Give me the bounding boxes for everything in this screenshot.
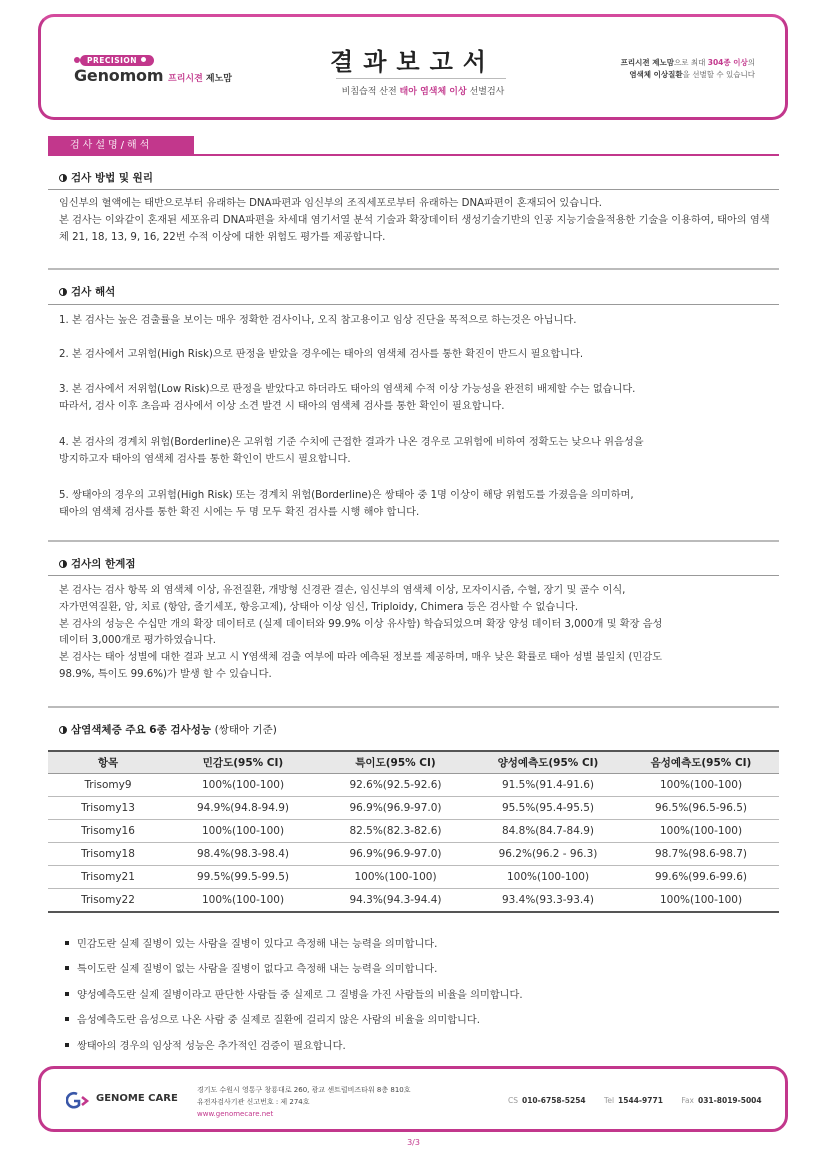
table-cell: Trisomy21: [48, 866, 168, 889]
table-cell: Trisomy9: [48, 774, 168, 797]
promo-text-c: 을 선별할 수 있습니다: [682, 70, 755, 79]
table-cell: Trisomy18: [48, 843, 168, 866]
license-line: 유전자검사기관 신고번호 : 제 274호: [197, 1098, 310, 1106]
badge-end-dot: [141, 57, 146, 62]
page-number: 3/3: [407, 1138, 420, 1147]
interpretation-heading-rule: [48, 304, 779, 305]
brand-sub: 제노맘: [205, 74, 233, 84]
table-header-row: [48, 751, 779, 774]
table-row: [48, 820, 779, 843]
table-cell: 93.4%(93.3-93.4): [473, 889, 623, 913]
address-line: 경기도 수원시 영통구 창룡대로 260, 광교 센트럴비즈타워 8층 810호: [197, 1086, 411, 1094]
note-item: [65, 1011, 480, 1026]
table-cell: 100%(100-100): [623, 774, 779, 797]
cs-label: CS: [508, 1096, 518, 1105]
precision-badge: [80, 55, 154, 66]
method-heading-text: 검사 방법 및 원리: [71, 172, 153, 184]
promo-brand: 프리시젼 제노맘: [620, 58, 674, 67]
section-separator: [48, 540, 779, 542]
note-item: [65, 986, 523, 1001]
section-rule: [48, 154, 779, 156]
interpretation-item-3: 3. 본 검사에서 저위험(Low Risk)으로 판정을 받았다고 하더라도 태아의 염색체 수적 이상 가능성을 완전히 배제할 수는 없습니다. 따라서, 검사 이후 초음파 검사에서 이상 소견 발견 시 태아의 염색체 검사를 통한 확인이 필요합니다.: [59, 384, 636, 412]
brand-sub-pink: 프리시젼: [168, 74, 203, 84]
company-name: GENOME CARE: [96, 1093, 178, 1104]
note-text: 쌍태아의 경우의 임상적 성능은 추가적인 검증이 필요합니다.: [77, 1041, 346, 1052]
tel-label: Tel: [604, 1096, 615, 1105]
note-text: 음성예측도란 음성으로 나온 사람 중 실제로 질환에 걸리지 않은 사람의 비율을 의미합니다.: [77, 1015, 480, 1026]
genome-care-logo-icon: [66, 1091, 94, 1115]
tel-number: 1544-9771: [618, 1096, 663, 1105]
table-cell: 96.2%(96.2 - 96.3): [473, 843, 623, 866]
table-row: [48, 774, 779, 797]
interpretation-heading-text: 검사 해석: [71, 286, 116, 298]
half-circle-icon: [59, 174, 67, 182]
column-header: 항목: [48, 751, 168, 774]
interpretation-item-5: 5. 쌍태아의 경우의 고위험(High Risk) 또는 경계치 위험(Borderline)은 쌍태아 중 1명 이상이 해당 위험도를 가졌음을 의미하며, 태아의 염색체 검사를 통한 확진 시에는 두 명 모두 확진 검사를 시행 해야 합니다.: [59, 490, 634, 518]
subtitle-highlight: 태아 염색체 이상: [399, 87, 467, 97]
brand-subtitle: [168, 71, 232, 84]
interpretation-item-1: 1. 본 검사는 높은 검출률을 보이는 매우 정확한 검사이나, 오직 참고용이고 임상 진단을 목적으로 하는것은 아닙니다.: [59, 315, 577, 326]
limits-heading: [59, 556, 136, 571]
half-circle-icon: [59, 560, 67, 568]
table-row: [48, 797, 779, 820]
column-header: 민감도(95% CI): [168, 751, 318, 774]
note-text: 민감도란 실제 질병이 있는 사람을 질병이 있다고 측정해 내는 능력을 의미합니다.: [77, 939, 438, 950]
limits-text: 본 검사는 검사 항목 외 염색체 이상, 유전질환, 개방형 신경관 결손, 임신부의 염색체 이상, 모자이시즘, 수혈, 장기 및 골수 이식, 자가면역질환, 암, 치료 (항암, 줄기세포, 항응고제), 상태아 이상 임신, Triploidy, Chimera 등은 검사할 수 없습니다. 본 검사의 성능은 수십만 개의 확장 데이터로 (실제 데이터와 99.9% 이상 유사함) 학습되었으며 확장 양성 데이터 3,000개 및 확장 음성 데이터 3,000개로 평가하였습니다. 본 검사는 태아 성별에 대한 결과 보고 시 Y염색체 검출 여부에 따라 예측된 정보를 제공하며, 매우 낮은 확률로 태아 성별 불일치 (민감도 98.9%, 특이도 99.6%)가 발생 할 수 있습니다.: [59, 585, 663, 680]
note-text: 특이도란 실제 질병이 없는 사람을 질병이 없다고 측정해 내는 능력을 의미합니다.: [77, 964, 438, 975]
column-header: 양성예측도(95% CI): [473, 751, 623, 774]
performance-heading: [59, 722, 277, 737]
limits-heading-rule: [48, 575, 779, 576]
table-cell: 100%(100-100): [168, 774, 318, 797]
table-cell: 100%(100-100): [168, 820, 318, 843]
square-bullet-icon: [65, 1043, 69, 1047]
table-cell: 96.5%(96.5-96.5): [623, 797, 779, 820]
column-header: 음성예측도(95% CI): [623, 751, 779, 774]
column-header: 특이도(95% CI): [318, 751, 473, 774]
table-row: [48, 866, 779, 889]
page-subtitle: [313, 84, 533, 97]
table-cell: Trisomy13: [48, 797, 168, 820]
limits-heading-text: 검사의 한계점: [71, 558, 136, 570]
note-item: [65, 1037, 346, 1052]
method-heading: [59, 170, 153, 185]
title-divider: [336, 78, 506, 79]
promo-text-b: 의: [747, 58, 755, 67]
table-cell: 96.9%(96.9-97.0): [318, 797, 473, 820]
website-link[interactable]: www.genomecare.net: [197, 1110, 274, 1118]
page-title: 결과보고서: [330, 48, 496, 76]
table-cell: 84.8%(84.7-84.9): [473, 820, 623, 843]
table-cell: 91.5%(91.4-91.6): [473, 774, 623, 797]
table-cell: 100%(100-100): [473, 866, 623, 889]
section-separator: [48, 268, 779, 270]
promo-line-2: [565, 69, 755, 81]
square-bullet-icon: [65, 941, 69, 945]
promo-count: 304종 이상: [707, 58, 748, 67]
section-separator: [48, 706, 779, 708]
section-tab: 검사설명/해석: [48, 136, 194, 155]
table-cell: 82.5%(82.3-82.6): [318, 820, 473, 843]
interpretation-heading: [59, 284, 115, 299]
table-cell: 100%(100-100): [623, 820, 779, 843]
performance-table: [48, 750, 779, 913]
subtitle-pre: 비침습적 산전: [341, 87, 397, 97]
table-cell: Trisomy22: [48, 889, 168, 913]
table-cell: 94.3%(94.3-94.4): [318, 889, 473, 913]
fax-number: 031-8019-5004: [697, 1096, 762, 1105]
method-text: 임신부의 혈액에는 태반으로부터 유래하는 DNA파편과 임신부의 조직세포로부터 유래하는 DNA파편이 혼재되어 있습니다. 본 검사는 이와같이 혼재된 세포유리 DNA파편을 차세대 염기서열 분석 기술과 확장데이터 생성기술기반의 인공 지능기술을적용한 기술을 이용하여, 태아의 염색체 21, 18, 13, 9, 16, 22번 수적 이상에 대한 위험도 평가를 제공합니다.: [59, 198, 770, 243]
square-bullet-icon: [65, 966, 69, 970]
promo-text: [565, 57, 755, 81]
performance-heading-note: (쌍태아 기준): [214, 724, 277, 736]
company-address: [197, 1084, 411, 1120]
square-bullet-icon: [65, 1017, 69, 1021]
method-heading-rule: [48, 189, 779, 190]
table-cell: 94.9%(94.8-94.9): [168, 797, 318, 820]
fax-label: Fax: [681, 1096, 694, 1105]
table-cell: 96.9%(96.9-97.0): [318, 843, 473, 866]
table-cell: 99.6%(99.6-99.6): [623, 866, 779, 889]
brand-logo: Genomom: [74, 66, 164, 85]
promo-line-1: [565, 57, 755, 69]
table-cell: 92.6%(92.5-92.6): [318, 774, 473, 797]
performance-heading-text: 삼염색체증 주요 6종 검사성능: [71, 724, 211, 736]
interpretation-item-4: 4. 본 검사의 경계치 위험(Borderline)은 고위험 기준 수치에 근접한 결과가 나온 경우로 고위험에 비하여 정확도는 낮으나 위음성을 방지하고자 태아의 염색체 검사를 통한 확인이 반드시 필요합니다.: [59, 437, 644, 465]
table-cell: 100%(100-100): [318, 866, 473, 889]
promo-disease: 염색체 이상질환: [629, 70, 683, 79]
subtitle-post: 선별검사: [469, 87, 505, 97]
half-circle-icon: [59, 288, 67, 296]
table-row: [48, 843, 779, 866]
table-cell: 95.5%(95.4-95.5): [473, 797, 623, 820]
table-cell: 98.4%(98.3-98.4): [168, 843, 318, 866]
table-row: [48, 889, 779, 913]
square-bullet-icon: [65, 992, 69, 996]
table-cell: 100%(100-100): [623, 889, 779, 913]
note-item: [65, 960, 437, 975]
note-text: 양성예측도란 실제 질병이라고 판단한 사람들 중 실제로 그 질병을 가진 사람들의 비율을 의미합니다.: [77, 990, 523, 1001]
table-cell: 99.5%(99.5-99.5): [168, 866, 318, 889]
table-cell: 98.7%(98.6-98.7): [623, 843, 779, 866]
cs-number: 010-6758-5254: [522, 1096, 586, 1105]
half-circle-icon: [59, 726, 67, 734]
table-cell: 100%(100-100): [168, 889, 318, 913]
badge-text: PRECISION: [87, 56, 138, 65]
promo-text-a: 으로 최대: [673, 58, 706, 67]
table-cell: Trisomy16: [48, 820, 168, 843]
contact-info: [508, 1096, 762, 1105]
note-item: [65, 935, 437, 950]
interpretation-item-2: 2. 본 검사에서 고위험(High Risk)으로 판정을 받았을 경우에는 태아의 염색체 검사를 통한 확진이 반드시 필요합니다.: [59, 349, 584, 360]
